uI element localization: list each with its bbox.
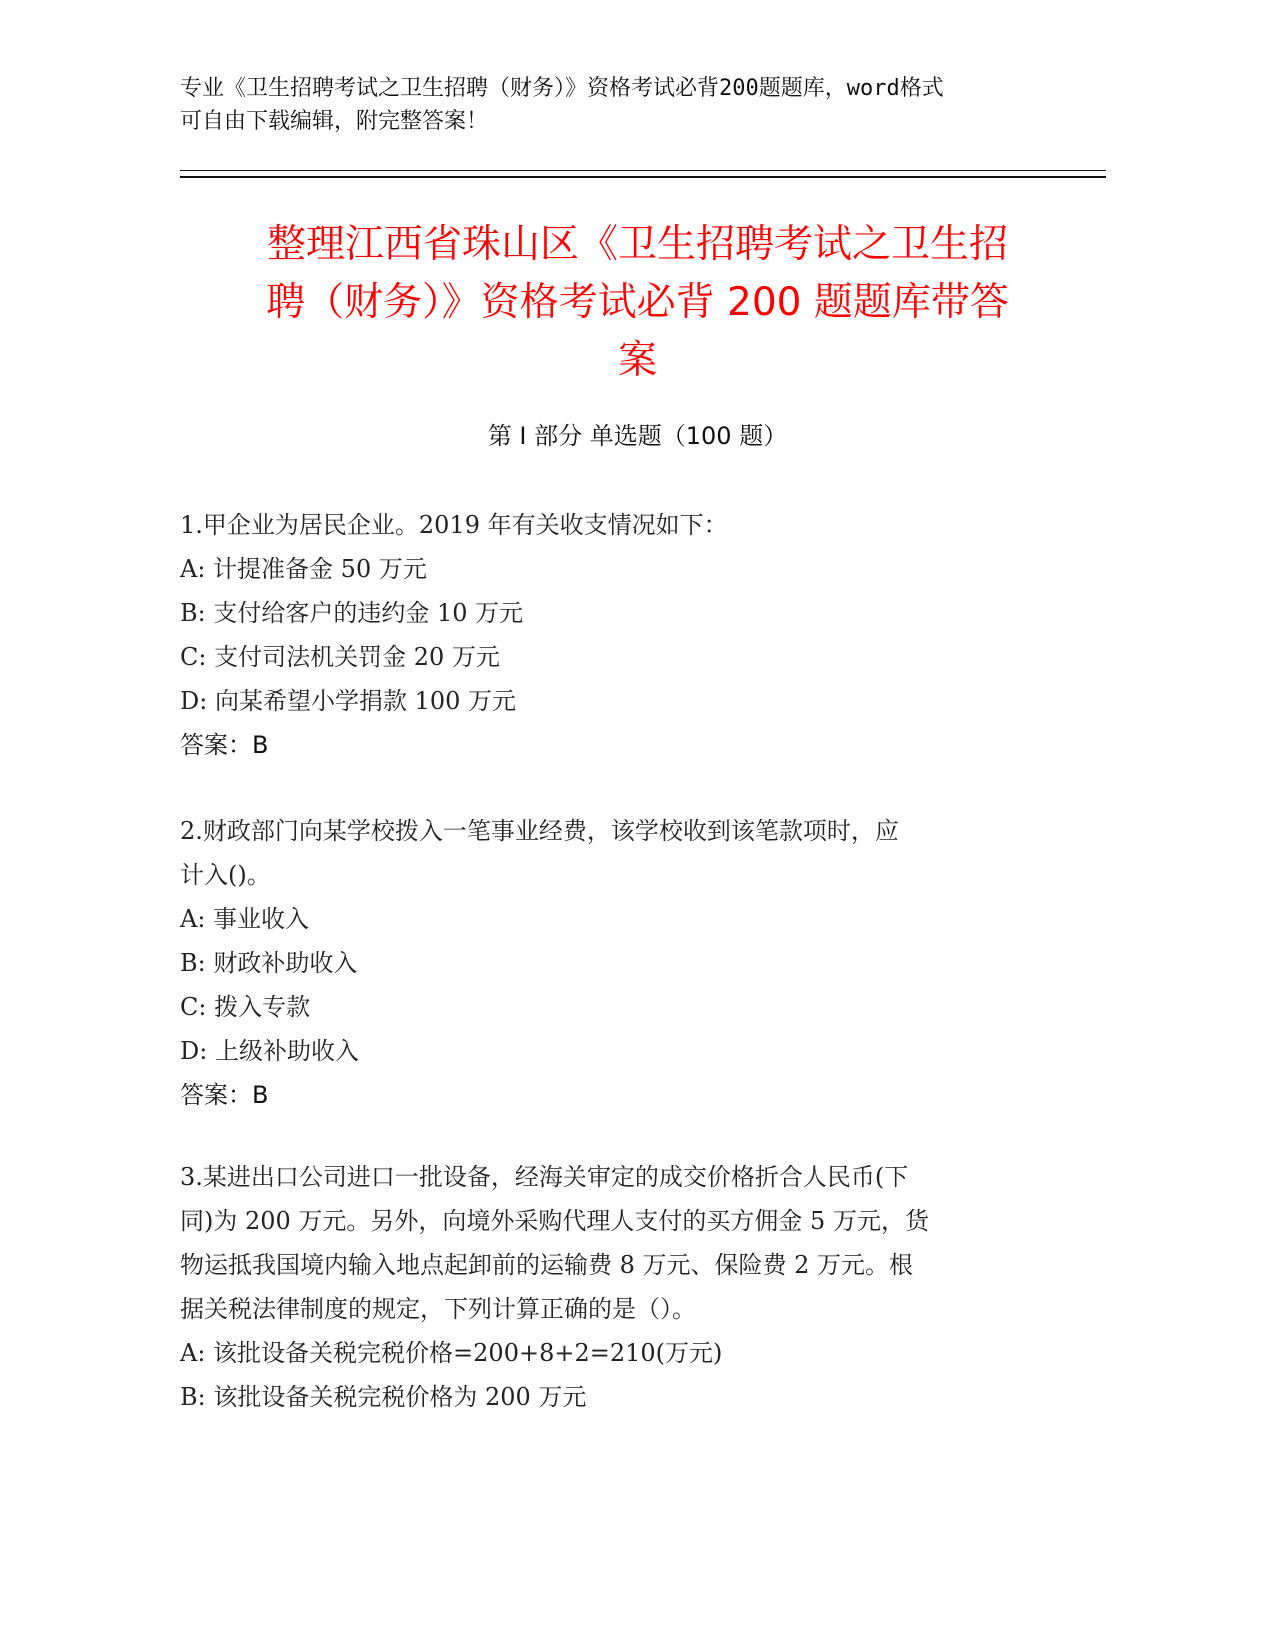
question-2 [180, 809, 1060, 1117]
question-1 [180, 503, 1060, 767]
title-line: 案 [617, 338, 657, 383]
option-a: A: 该批设备关税完税价格=200+8+2=210(万元) [180, 1339, 723, 1367]
header-note-line: 专业《卫生招聘考试之卫生招聘（财务）》资格考试必背200题题库，word格式 [180, 76, 944, 101]
option-c: C: 拨入专款 [180, 993, 311, 1021]
option-b: B: 支付给客户的违约金 10 万元 [180, 599, 524, 627]
answer-line: 答案：B [180, 731, 269, 759]
title-line: 整理江西省珠山区《卫生招聘考试之卫生招 [266, 222, 1008, 267]
title-line: 聘（财务）》资格考试必背 200 题题库带答 [266, 280, 1009, 325]
question-stem: 1.甲企业为居民企业。2019 年有关收支情况如下： [180, 511, 728, 539]
question-3 [180, 1155, 1060, 1419]
section-heading: 第 I 部分 单选题（100 题） [487, 422, 788, 450]
question-stem: 2.财政部门向某学校拨入一笔事业经费，该学校收到该笔款项时，应 [180, 817, 899, 845]
question-stem: 计入()。 [180, 861, 271, 889]
option-a: A: 计提准备金 50 万元 [180, 555, 427, 583]
question-stem: 同)为 200 万元。另外，向境外采购代理人支付的买方佣金 5 万元，货 [180, 1207, 929, 1235]
question-stem: 3.某进出口公司进口一批设备，经海关审定的成交价格折合人民币(下 [180, 1163, 909, 1191]
option-b: B: 该批设备关税完税价格为 200 万元 [180, 1383, 587, 1411]
header-note-line: 可自由下载编辑，附完整答案！ [180, 109, 489, 134]
option-c: C: 支付司法机关罚金 20 万元 [180, 643, 500, 671]
header-divider-thick [180, 176, 1106, 178]
header-note [180, 72, 1060, 138]
question-stem: 物运抵我国境内输入地点起卸前的运输费 8 万元、保险费 2 万元。根 [180, 1251, 914, 1279]
option-a: A: 事业收入 [180, 905, 310, 933]
question-stem: 据关税法律制度的规定，下列计算正确的是（）。 [180, 1295, 696, 1323]
option-b: B: 财政补助收入 [180, 949, 358, 977]
header-divider-thin [180, 170, 1106, 171]
option-d: D: 上级补助收入 [180, 1037, 359, 1065]
document-title [160, 216, 1115, 390]
answer-line: 答案：B [180, 1081, 269, 1109]
option-d: D: 向某希望小学捐款 100 万元 [180, 687, 517, 715]
